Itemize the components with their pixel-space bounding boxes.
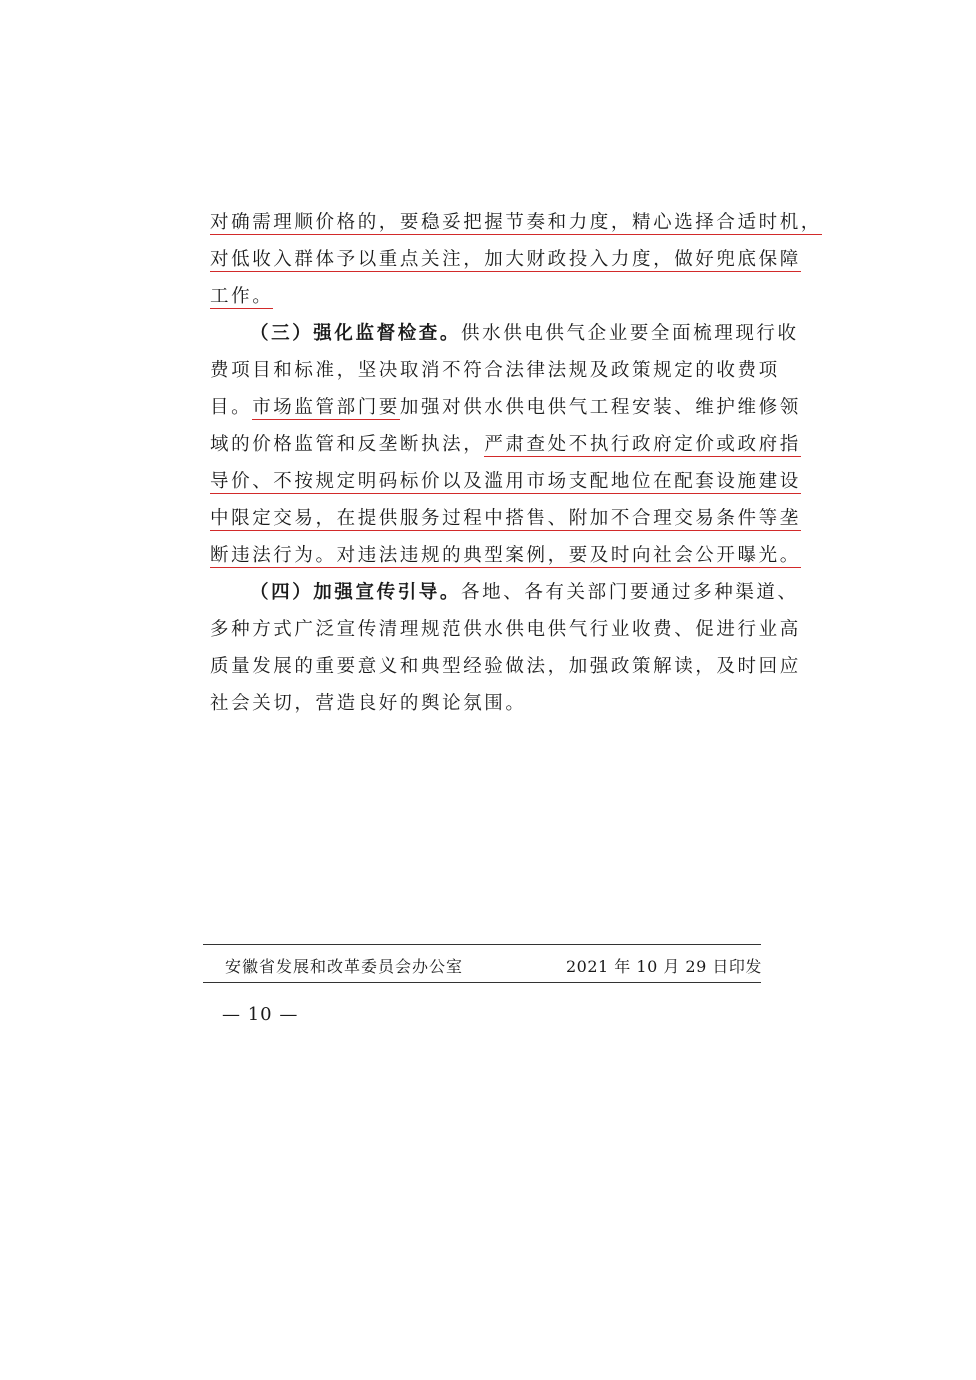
underlined-text: 对低收入群体予以重点关注，加大财政投入力度，做好兜底保障 bbox=[210, 249, 801, 270]
underlined-text: 断违法行为。对违法违规的典型案例，要及时向社会公开曝光。 bbox=[210, 545, 801, 566]
text-run: 各地、各有关部门要通过多种渠道、 bbox=[461, 582, 799, 603]
section-4-heading: （四）加强宣传引导。 bbox=[250, 582, 462, 603]
footer-top-rule bbox=[203, 944, 761, 945]
underlined-text: 市场监管部门要 bbox=[252, 397, 400, 418]
page-number: — 10 — bbox=[222, 1004, 299, 1025]
text-run: 域的价格监管和反垄断执法， bbox=[210, 434, 485, 455]
text-line bbox=[210, 389, 801, 426]
underlined-text: 中限定交易，在提供服务过程中搭售、附加不合理交易条件等垄 bbox=[210, 508, 801, 529]
underlined-text: 严肃查处不执行政府定价或政府指 bbox=[484, 434, 801, 455]
footer-bottom-rule bbox=[203, 982, 761, 983]
issuer-name: 安徽省发展和改革委员会办公室 bbox=[225, 957, 464, 976]
underlined-text: 工作。 bbox=[210, 286, 274, 307]
text-run: 供水供电供气企业要全面梳理现行收 bbox=[461, 323, 799, 344]
text-run: 费项目和标准，坚决取消不符合法律法规及政策规定的收费项 bbox=[210, 360, 780, 381]
underlined-text: 导价、不按规定明码标价以及滥用市场支配地位在配套设施建设 bbox=[210, 471, 801, 492]
text-line bbox=[210, 278, 758, 315]
text-line bbox=[210, 241, 801, 278]
underlined-text: 对确需理顺价格的，要稳妥把握节奏和力度，精心选择合适时机， bbox=[210, 212, 822, 233]
text-line bbox=[210, 611, 801, 648]
text-line bbox=[210, 537, 801, 574]
text-run: 目。 bbox=[210, 397, 253, 418]
section-4-first-line bbox=[210, 574, 799, 611]
text-line bbox=[210, 500, 801, 537]
text-line bbox=[210, 685, 758, 722]
text-run: 质量发展的重要意义和典型经验做法，加强政策解读，及时回应 bbox=[210, 656, 801, 677]
text-line bbox=[210, 426, 801, 463]
section-3-heading: （三）强化监督检查。 bbox=[250, 323, 462, 344]
section-3-first-line bbox=[210, 315, 799, 352]
text-line bbox=[210, 352, 780, 389]
text-line bbox=[210, 204, 822, 241]
body-text bbox=[210, 204, 822, 722]
text-run: 多种方式广泛宣传清理规范供水供电供气行业收费、促进行业高 bbox=[210, 619, 801, 640]
print-date: 2021 年 10 月 29 日印发 bbox=[566, 957, 762, 976]
text-run: 社会关切，营造良好的舆论氛围。 bbox=[210, 693, 527, 714]
text-line bbox=[210, 463, 801, 500]
text-run: 加强对供水供电供气工程安装、维护维修领 bbox=[399, 397, 801, 418]
text-line bbox=[210, 648, 801, 685]
